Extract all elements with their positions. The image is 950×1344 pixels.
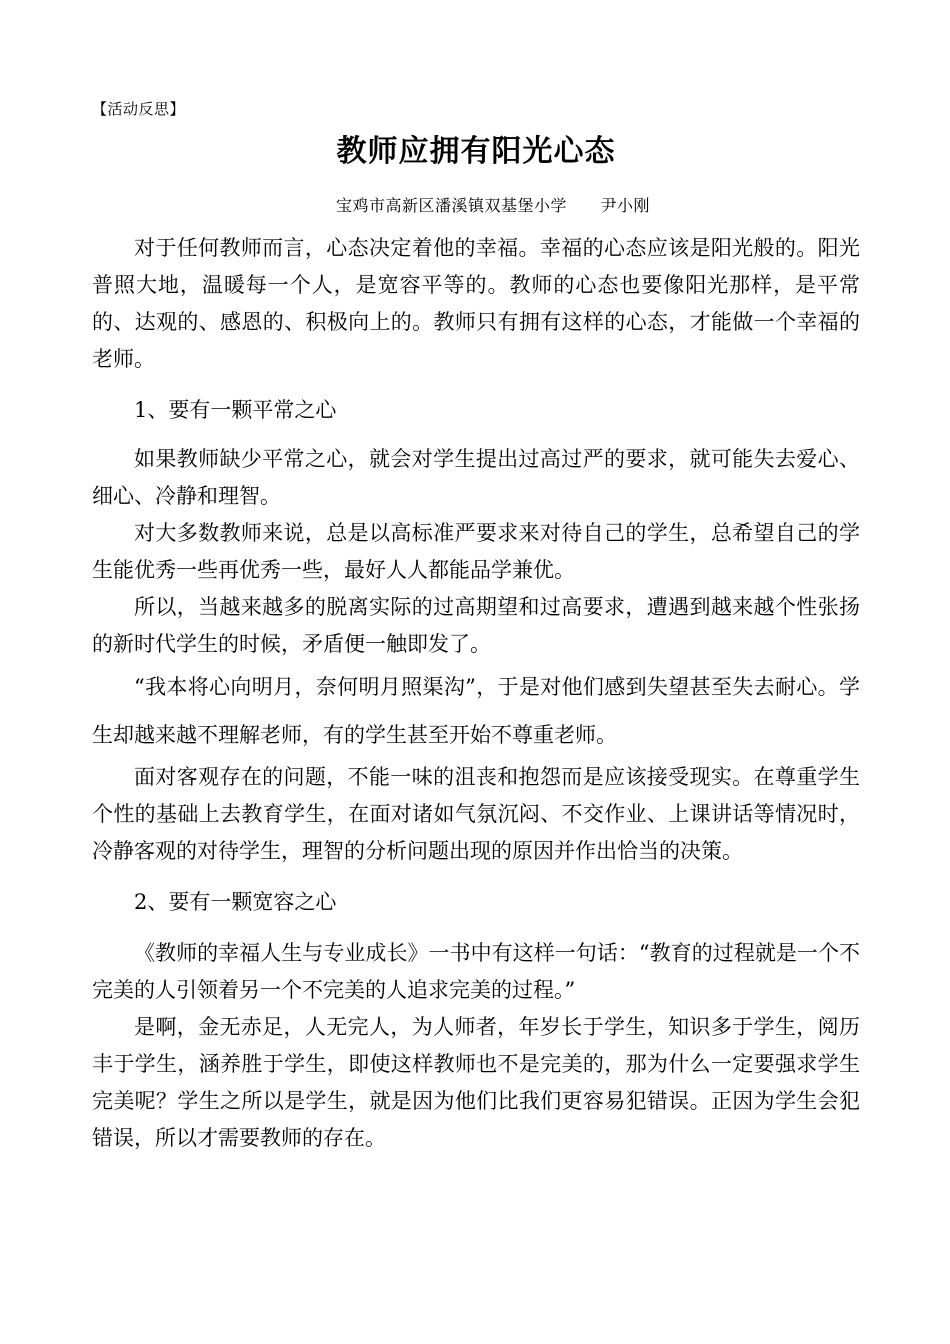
section-1-heading: 1、要有一颗平常之心 [134, 398, 337, 422]
section-1-paragraph-5: 面对客观存在的问题，不能一味的沮丧和抱怨而是应该接受现实。在尊重学生个性的基础上去教育学生，在面对诸如气氛沉闷、不交作业、上课讲话等情况时，冷静客观的对待学生，理智的分析问题出现的原因并作出恰当的决策。 [92, 765, 860, 863]
section-2-paragraph-1: 《教师的幸福人生与专业成长》一书中有这样一句话：“教育的过程就是一个不完美的人引领着另一个不完美的人追求完美的过程。” [92, 941, 860, 1002]
intro-paragraph: 对于任何教师而言，心态决定着他的幸福。幸福的心态应该是阳光般的。阳光普照大地，温暖每一个人，是宽容平等的。教师的心态也要像阳光那样，是平常的、达观的、感恩的、积极向上的。教师只有拥有这样的心态，才能做一个幸福的老师。 [92, 236, 860, 371]
article-title: 教师应拥有阳光心态 [336, 134, 616, 169]
section-2-paragraph-2: 是啊，金无赤足，人无完人，为人师者，年岁长于学生，知识多于学生，阅历丰于学生，涵养胜于学生，即使这样教师也不是完美的，那为什么一定要强求学生完美呢？学生之所以是学生，就是因为他们比我们更容易犯错误。正因为学生会犯错误，所以才需要教师的存在。 [92, 1015, 860, 1150]
section-1-paragraph-1: 如果教师缺少平常之心，就会对学生提出过高过严的要求，就可能失去爱心、细心、冷静和理智。 [92, 447, 860, 508]
author-byline: 宝鸡市高新区潘溪镇双基堡小学 尹小刚 [335, 196, 650, 215]
section-2-heading: 2、要有一颗宽容之心 [134, 890, 337, 914]
document-page [92, 98, 860, 1157]
activity-tag: 【活动反思】 [92, 100, 186, 118]
section-1-paragraph-2: 对大多数教师来说，总是以高标准严要求来对待自己的学生，总希望自己的学生能优秀一些再优秀一些，最好人人都能品学兼优。 [92, 521, 860, 582]
section-1-paragraph-4: “我本将心向明月，奈何明月照渠沟”，于是对他们感到失望甚至失去耐心。学生却越来越不理解老师，有的学生甚至开始不尊重老师。 [92, 675, 860, 747]
section-1-paragraph-3: 所以，当越来越多的脱离实际的过高期望和过高要求，遭遇到越来越个性张扬的新时代学生的时候，矛盾便一触即发了。 [92, 595, 860, 656]
